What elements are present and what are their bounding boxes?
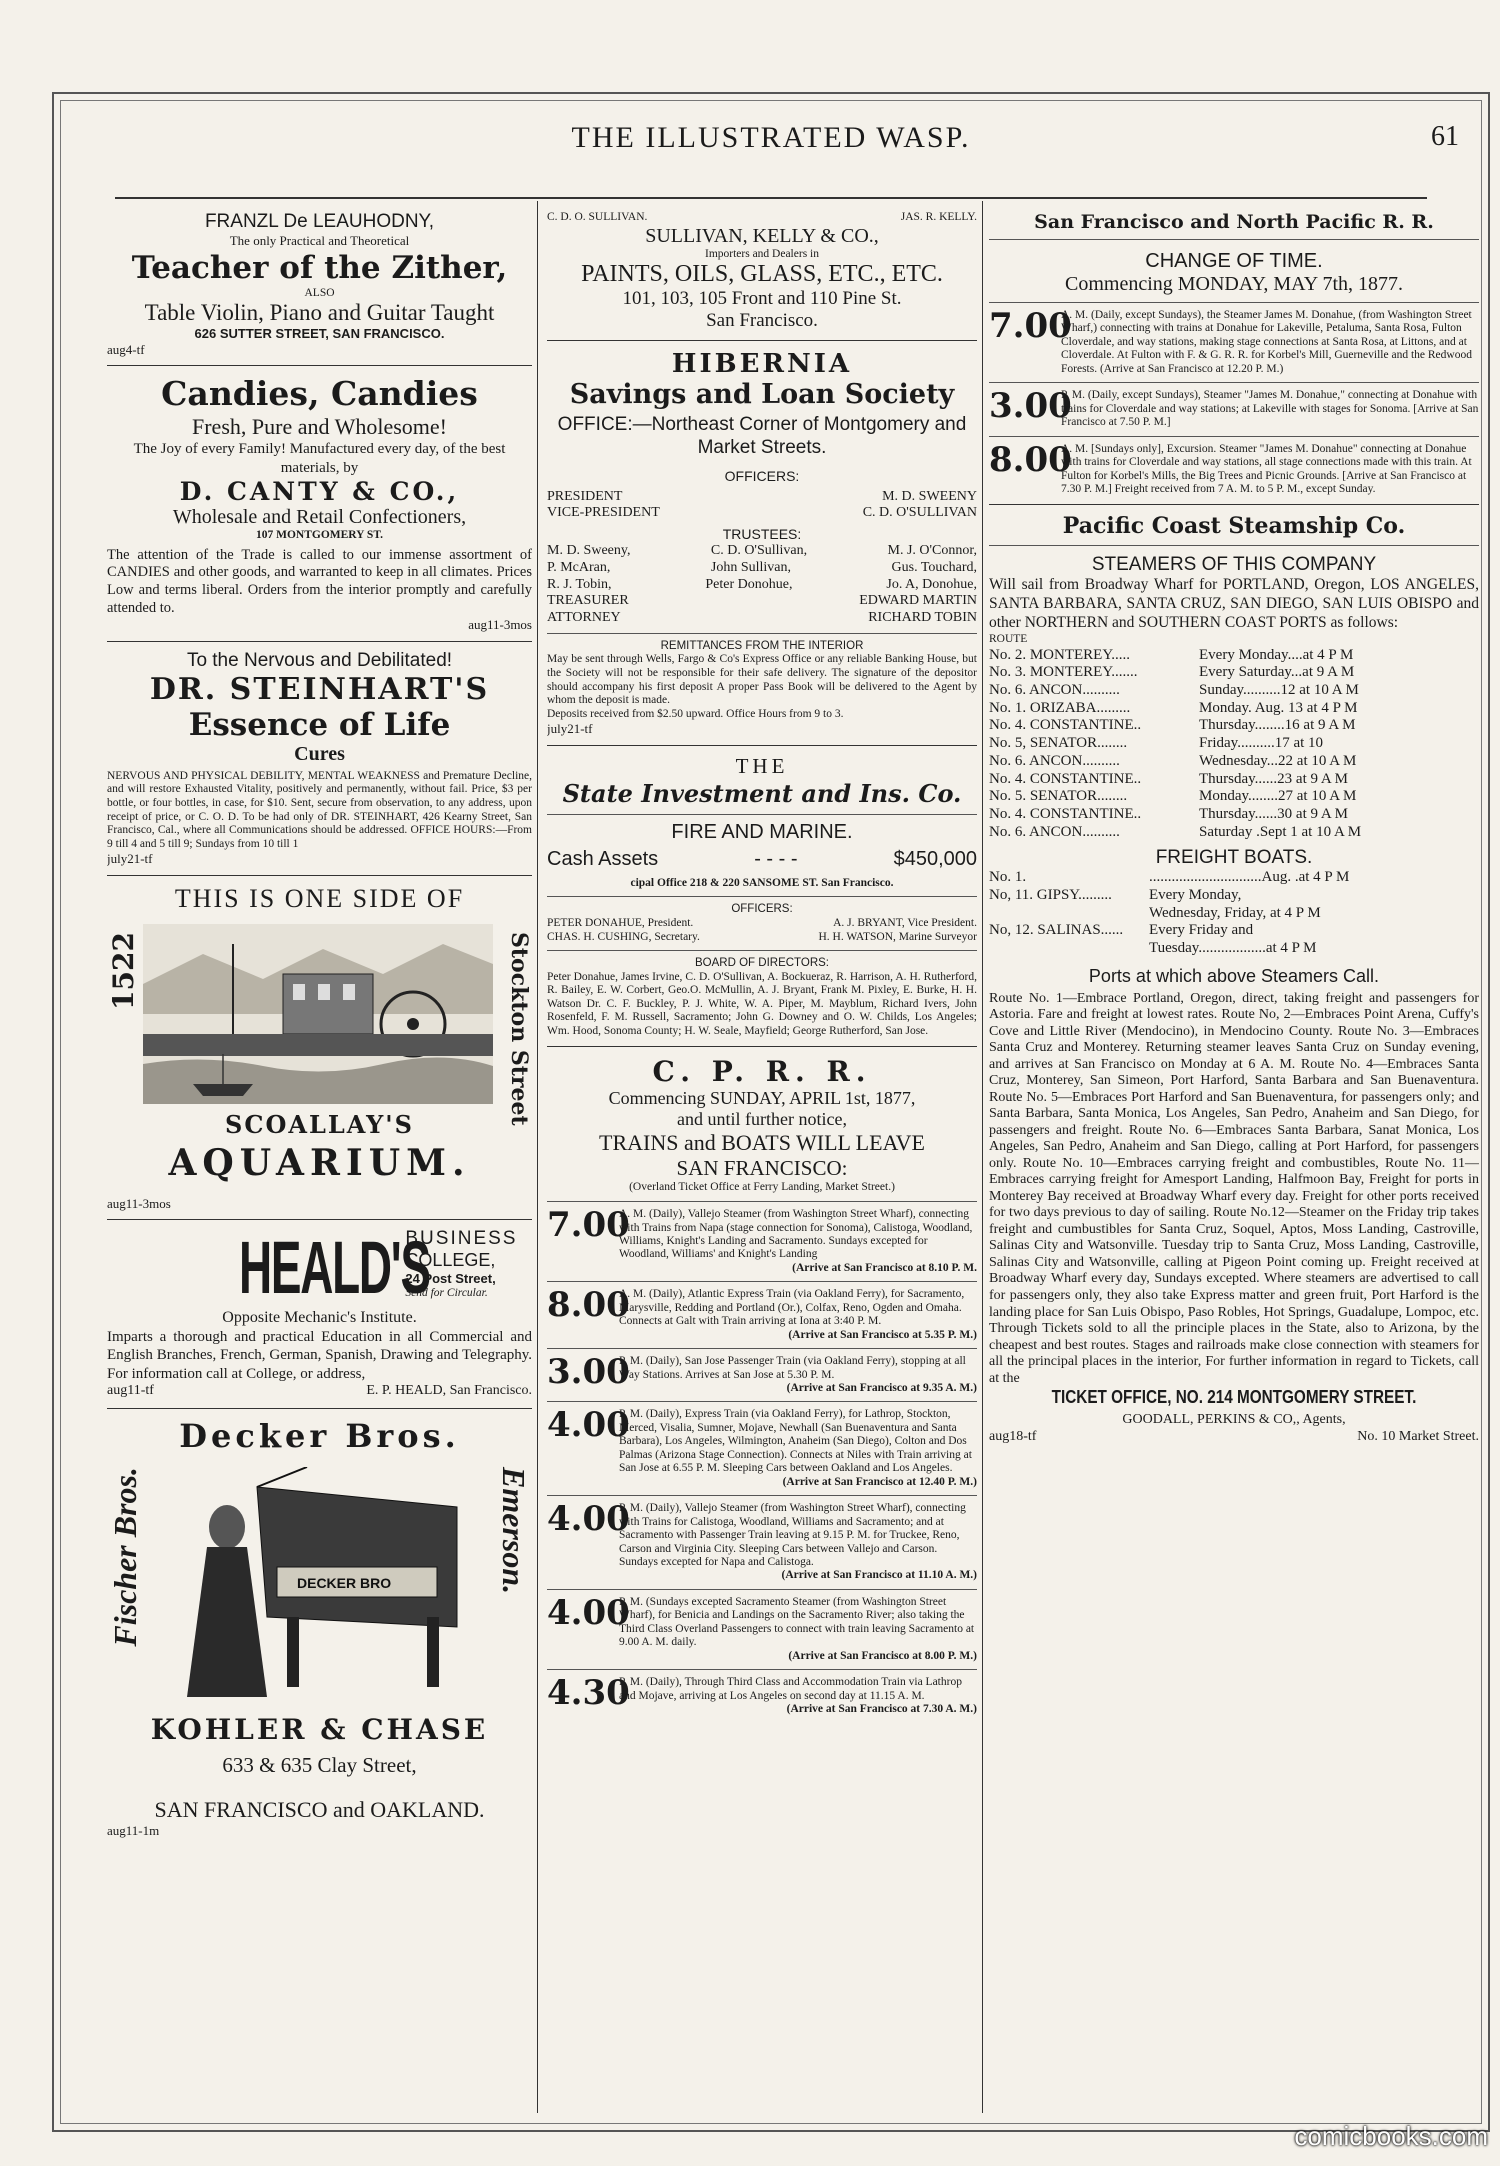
trustee-row: M. D. Sweeny, C. D. O'Sullivan, M. J. O'Connor,	[547, 542, 977, 558]
cprr-train-item	[547, 1352, 977, 1395]
divider	[547, 633, 977, 634]
train-time: 8.00	[989, 439, 1072, 480]
train-time: 4.30	[547, 1673, 630, 1714]
cash-label: Cash Assets	[547, 847, 659, 870]
column-rule-2	[982, 201, 983, 2113]
sfnp-ad	[989, 211, 1479, 496]
train-desc: P. M. (Sundays excepted Sacramento Steamer (from Washington Street Wharf), for Benicia and Landings on the Sacramento River; also taking the Third Class Overland Passengers to connect with train leaving Sacramento at 9.00 A. M. daily.	[619, 1595, 975, 1649]
freight-row	[989, 922, 1479, 940]
heald-sign: E. P. HEALD, San Francisco.	[366, 1382, 532, 1398]
freight-ship	[989, 940, 1149, 958]
divider	[107, 1408, 532, 1409]
freight-schedule: Every Friday and	[1149, 922, 1254, 939]
divider	[547, 896, 977, 897]
route-schedule: Monday........27 at 10 A M	[1199, 788, 1357, 805]
cprr-train-item	[547, 1592, 977, 1663]
route-ship: No. 4. CONSTANTINE..	[989, 805, 1142, 822]
divider	[547, 340, 977, 341]
decker-ad	[107, 1417, 532, 1797]
decker-address: 633 & 635 Clay Street,	[222, 1752, 417, 1777]
trustee-row: R. J. Tobin, Peter Donohue, Jo. A, Donohue,	[547, 576, 977, 592]
freight-schedule: Tuesday..................at 4 P M	[1149, 940, 1317, 957]
heald-b2: COLLEGE,	[405, 1250, 496, 1271]
zither-sub: The only Practical and Theoretical	[229, 233, 410, 248]
train-arrive: (Arrive at San Francisco at 8.00 P. M.)	[788, 1649, 977, 1662]
divider	[547, 1348, 977, 1349]
steinhart-lead: To the Nervous and Debilitated!	[186, 649, 453, 671]
divider	[547, 1046, 977, 1047]
divider	[107, 875, 532, 876]
sfnp-train-item	[989, 386, 1479, 429]
route-schedule: Sunday..........12 at 10 A M	[1199, 682, 1359, 699]
sullivan-left: C. D. O. SULLIVAN.	[547, 211, 648, 223]
sullivan-address: 101, 103, 105 Front and 110 Pine St.	[622, 288, 902, 310]
train-arrive: (Arrive at San Francisco at 8.10 P. M.	[792, 1261, 977, 1274]
route-schedule: Monday. Aug. 13 at 4 P M	[1199, 699, 1358, 716]
divider	[989, 436, 1479, 437]
hibernia-code: july21-tf	[547, 721, 593, 737]
cprr-title: C. P. R. R.	[652, 1055, 872, 1089]
pacific-coast-ad	[989, 513, 1479, 1445]
route-schedule: Friday..........17 at 10	[1199, 735, 1324, 752]
pcs-freight-table	[989, 869, 1479, 957]
steinhart-ad	[107, 650, 532, 867]
state-fire: FIRE AND MARINE.	[671, 820, 853, 843]
candies-trade: Wholesale and Retail Confectioners,	[172, 505, 467, 528]
train-desc: P. M. (Daily, except Sundays), Steamer "James M. Donahue," connecting at Donahue with trains for Cloverdale and way stations; at Lakeville with stages for Sonoma. [Arrive at San Francisco at 7.50 P. M.]	[1061, 389, 1479, 429]
freight-schedule: ..............................Aug. .at 4 P M	[1149, 869, 1350, 886]
train-desc: P. M. (Daily), San Jose Passenger Train (via Oakland Ferry), stopping at all Way Stations. Arrives at San Jose at 5.30 P. M.	[619, 1355, 966, 1381]
freight-row	[989, 940, 1479, 958]
divider	[547, 1669, 977, 1670]
heald-opp: Opposite Mechanic's Institute.	[222, 1309, 417, 1327]
pcs-title: Pacific Coast Steamship Co.	[1062, 513, 1406, 540]
divider	[547, 1401, 977, 1402]
cash-dashes: - - - -	[754, 847, 798, 870]
steinhart-cures: Cures	[294, 742, 345, 765]
candies-body: The attention of the Trade is called to our immense assortment of CANDIES and other goods, and warranted to keep in all climates. Prices Low and terms liberal. Orders from the interior promptly and carefully attended to.	[107, 546, 532, 616]
sullivan-ad	[547, 211, 977, 332]
pcs-ports-head: Ports at which above Steamers Call.	[1088, 965, 1380, 986]
aquarium-building-illustration	[143, 924, 493, 1104]
route-row	[989, 753, 1479, 771]
pcs-market: No. 10 Market Street.	[1357, 1428, 1479, 1444]
state-board: Peter Donahue, James Irvine, C. D. O'Sullivan, A. Bockueraz, R. Harrison, A. H. Rutherford, R. Bailey, E. W. Corbert, Geo.O. McMullin, A. J. Bryant, Frank M. Pixley, E. Burke, H. H. Watson Dr. C. F. Buckley, P. J. White, W. A. Piper, M. Mayblum, Richard Ivers, John Rosenfeld, F. M. Russell, Sacramento; John G. Downey and O. W. Childs, Los Angeles; Wm. Hood, Sonoma County; H. W. Seale, Mayfield; George Rutherford, San Jose.	[547, 970, 977, 1037]
aquarium-name2: AQUARIUM.	[168, 1141, 471, 1184]
route-row	[989, 717, 1479, 735]
route-ship: No. 2. MONTEREY.....	[989, 646, 1130, 663]
aquarium-number: 1522	[107, 931, 140, 1010]
decker-title: Decker Bros.	[179, 1416, 460, 1455]
state-office: cipal Office 218 & 220 SANSOME ST. San Francisco.	[630, 876, 894, 889]
divider	[547, 1589, 977, 1590]
candies-title: Candies, Candies	[161, 374, 478, 414]
heald-b1: BUSINESS	[405, 1228, 518, 1250]
heald-ad	[107, 1228, 532, 1399]
state-officers-head: OFFICERS:	[731, 903, 793, 916]
heald-b4: Send for Circular.	[405, 1287, 488, 1299]
cprr-trains: TRAINS and BOATS WILL LEAVE	[599, 1130, 925, 1156]
route-row	[989, 682, 1479, 700]
route-ship: No. 6. ANCON..........	[989, 823, 1120, 840]
column-3	[989, 211, 1479, 2113]
pcs-code: aug18-tf	[989, 1428, 1037, 1444]
sfnp-title: San Francisco and North Pacific R. R.	[1034, 211, 1434, 233]
hibernia-trustees-head: TRUSTEES:	[722, 526, 802, 543]
steinhart-body: NERVOUS AND PHYSICAL DEBILITY, MENTAL WEAKNESS and Premature Decline, and will restore Exhausted Vitality, positively and permanently, without fail. Price, $3 per bottle, or four bottles, in case, for $10. Sent, secure from observation, to any address, upon receipt of price, or C. O. D. To be had only of DR. STEINHART, 426 Kearny Street, San Francisco, Cal., where all Communications should be addressed. OFFICE HOURS:—From 9 till 4 and 5 till 9; Sundays from 10 till 1	[107, 769, 532, 850]
state-investment-ad	[547, 754, 977, 1039]
zither-address: 626 SUTTER STREET, SAN FRANCISCO.	[194, 326, 445, 342]
route-ship: No. 6. ANCON..........	[989, 752, 1120, 769]
freight-row	[989, 869, 1479, 887]
heald-code: aug11-tf	[107, 1382, 154, 1398]
divider	[547, 1201, 977, 1202]
divider	[547, 1495, 977, 1496]
state-the: THE	[735, 753, 789, 778]
route-ship: No. 5. SENATOR........	[989, 788, 1128, 805]
zither-line: Table Violin, Piano and Guitar Taught	[144, 300, 495, 326]
freight-ship: No, 12. SALINAS......	[989, 922, 1124, 939]
divider	[547, 1281, 977, 1282]
zither-ad	[107, 211, 532, 357]
state-officer-row: CHAS. H. CUSHING, Secretary. H. H. WATSON, Marine Surveyor	[547, 930, 977, 943]
candies-line1: The Joy of every Family! Manufactured every day, of the best materials, by	[133, 441, 506, 476]
zither-name: FRANZL De LEAUHODNY,	[204, 211, 435, 232]
staff-row: ATTORNEY RICHARD TOBIN	[547, 610, 977, 626]
train-time: 7.00	[989, 306, 1072, 346]
cprr-ad	[547, 1055, 977, 1716]
decker-code: aug11-1m	[107, 1822, 160, 1838]
sfnp-train-item	[989, 306, 1479, 376]
heald-body: Imparts a thorough and practical Education in all Commercial and English Branches, French, German, Spanish, Drawing and Telegraphy. For information call at College, or address,	[107, 1328, 532, 1382]
heald-name: HEALD'S	[238, 1226, 430, 1310]
route-row	[989, 771, 1479, 789]
sfnp-change: CHANGE OF TIME.	[1145, 250, 1323, 272]
cprr-train-item	[547, 1673, 977, 1716]
divider	[107, 365, 532, 366]
route-schedule: Thursday......23 at 9 A M	[1199, 770, 1349, 787]
route-row	[989, 824, 1479, 842]
pcs-route-table	[989, 647, 1479, 842]
freight-ship: No, 11. GIPSY.........	[989, 886, 1112, 903]
sfnp-commencing: Commencing MONDAY, MAY 7th, 1877.	[1065, 273, 1403, 295]
piano-label: DECKER BRO	[297, 1574, 392, 1591]
route-row	[989, 788, 1479, 806]
state-board-head: BOARD OF DIRECTORS:	[695, 957, 829, 970]
candies-firm: D. CANTY & CO.,	[179, 476, 460, 506]
hibernia-officers-head: OFFICERS:	[724, 467, 800, 484]
pcs-route-label: ROUTE	[989, 633, 1028, 646]
train-arrive: (Arrive at San Francisco at 12.40 P. M.)	[782, 1475, 977, 1488]
sfnp-train-list	[989, 306, 1479, 496]
cprr-city: SAN FRANCISCO:	[676, 1156, 848, 1181]
train-desc: P. M. (Daily), Express Train (via Oakland Ferry), for Lathrop, Stockton, Merced, Visalia, Sumner, Mojave, Newhall (San Buenaventura and Santa Barbara), Los Angeles, Wilmington, Anaheim (San Diego), Colton and Dos Palmas (Arizona Stage Connection). Connects at Niles with Train arriving at San Jose at 6.55 P. M. Sleeping Cars between Oakland and Los Angeles.	[619, 1408, 972, 1475]
freight-ship	[989, 905, 1149, 923]
train-time: 3.00	[547, 1352, 630, 1393]
train-desc: A. M. (Daily), Atlantic Express Train (via Oakland Ferry), for Sacramento, Marysville, Redding and Portland (Or.), Colfax, Reno, Ogden and Omaha. Connects at Galt with Train arriving at Iona at 3:40 P. M.	[619, 1288, 965, 1328]
divider	[989, 504, 1479, 505]
freight-row	[989, 887, 1479, 905]
cprr-commencing: Commencing SUNDAY, APRIL 1st, 1877,	[608, 1088, 916, 1109]
cprr-train-item	[547, 1499, 977, 1583]
state-officer-row: PETER DONAHUE, President. A. J. BRYANT, Vice President.	[547, 916, 977, 929]
divider	[107, 1219, 532, 1220]
hibernia-deposit: Deposits received from $2.50 upward. Office Hours from 9 to 3.	[547, 707, 844, 720]
route-row	[989, 664, 1479, 682]
pcs-ports: Route No. 1—Embrace Portland, Oregon, direct, taking freight and passengers for Astoria. Fare and freight at lowest rates. Route No, 2—Embraces Point Arena, Cuffy's Cove and Little River (Mendocino), in Mendocino County. Route No. 3—Embraces Santa Cruz and Monterey. Returning steamer leaves Santa Cruz on Sunday evening, and arrives at San Francisco on Monday at 6 A. M. Route No. 4—Embraces Santa Cruz, Monterey, San Simeon, Port Harford, Santa Barbara and San Buenaventura. Route No. 5—Embraces Port Harford and San Buenaventura, for passengers only; and Santa Barbara, Santa Monica, Los Angeles, San Pedro, Anaheim and San Diego, for passengers and freight. Route No. 6—Embraces Santa Barbara, Sanat Monica, Los Angeles, San Pedro, Anaheim and San Diego, calling at Port Harford, for passengers only. Route No. 10—Embraces carrying freight and combustibles, Route No. 11—Embraces carrying freight for Amesport Landing, Halfmoon Bay, Freight for ports in Monterey Bay received at Broadway Wharf every day. Freight for other ports received for two days previous to day of sailing. Route No.12—Steamer on the Friday trip takes freight and cumbustibles for Santa Cruz, Soquel, Aptos, Moss Landing, Castroville, Salinas City and Watsonville. Tuesday trip to Santa Cruz, Moss Landing, Castroville, Salinas City and Watsonville, calling at Pigeon Point coming up. Freight received at Broadway Wharf every day, Sundays excepted. Where steamers are advertised to call for passengers only, they also take Express matter and green fruit, Port Harford is the landing place for San Luis Obispo, Paso Robles, Hot Springs, Guadalupe, Lompoc, etc. Through Tickets sold to all the principle places in the State, also to Arizona, by the cheapest and best routes. Stages and railroads make close connection with steamers for all the principal places in the interior, For further information in regard to Tickets, call at the	[989, 990, 1479, 1386]
heald-b3: 24 Post Street,	[405, 1271, 496, 1287]
divider	[107, 641, 532, 642]
hibernia-office: OFFICE:—Northeast Corner of Montgomery and Market Streets.	[557, 414, 967, 458]
route-ship: No. 3. MONTEREY.......	[989, 664, 1138, 681]
train-desc: A. M. (Daily, except Sundays), the Steamer James M. Donahue, (from Washington Street Wharf,) connecting with trains at Donahue for Lakeville, Petaluma, Santa Rosa, Fulton Cloverdale, and way stations, making stage connections at Santa Rosa, at Littons, and at Cloverdale. At Fulton with F. & G. R. R. for Korbel's Mill, Guerneville and the Redwood Forests. (Arrive at San Francisco at 12.20 P. M.)	[1061, 309, 1472, 375]
candies-code: aug11-3mos	[468, 617, 532, 633]
page-frame	[52, 92, 1490, 2132]
train-arrive: (Arrive at San Francisco at 9.35 A. M.)	[786, 1382, 977, 1395]
train-time: 4.00	[547, 1405, 630, 1446]
pcs-ticket: TICKET OFFICE, NO. 214 MONTGOMERY STREET.	[1051, 1387, 1417, 1408]
steinhart-code: july21-tf	[107, 851, 153, 867]
cash-value: $450,000	[893, 847, 977, 870]
column-2	[547, 211, 977, 2113]
pcs-agents: GOODALL, PERKINS & CO,, Agents,	[1122, 1412, 1346, 1428]
route-row	[989, 735, 1479, 753]
aquarium-street: Stockton Street	[506, 931, 532, 1126]
sullivan-right: JAS. R. KELLY.	[900, 211, 977, 223]
divider	[989, 302, 1479, 303]
hibernia-title2: Savings and Loan Society	[569, 379, 955, 411]
divider	[547, 745, 977, 746]
zither-code: aug4-tf	[107, 341, 145, 357]
route-row	[989, 806, 1479, 824]
train-time: 8.00	[547, 1285, 630, 1326]
freight-schedule: Wednesday, Friday, at 4 P M	[1149, 904, 1321, 921]
route-schedule: Thursday........16 at 9 A M	[1199, 717, 1356, 734]
cprr-train-item	[547, 1405, 977, 1489]
divider	[989, 545, 1479, 546]
column-1	[107, 211, 532, 2113]
steinhart-title2: Essence of Life	[188, 706, 451, 743]
pcs-intro: Will sail from Broadway Wharf for PORTLAND, Oregon, LOS ANGELES, SANTA BARBARA, SANTA CRUZ, SAN DIEGO, SAN LUIS OBISPO and other NORTHERN and SOUTHERN COAST PORTS as follows:	[989, 576, 1479, 632]
cprr-train-item	[547, 1285, 977, 1342]
route-ship: No. 5, SENATOR........	[989, 735, 1128, 752]
trustee-row: P. McAran, John Sullivan, Gus. Touchard,	[547, 559, 977, 575]
hibernia-remit: May be sent through Wells, Fargo & Co's Express Office or any reliable Banking House, but the Society will not be responsible for their safe delivery. The signature of the depositor should accompany his first deposit A proper Pass Book will be delivered to the Agent by whom the deposit is made.	[547, 653, 977, 707]
route-ship: No. 4. CONSTANTINE..	[989, 770, 1142, 787]
hibernia-remit-head: REMITTANCES FROM THE INTERIOR	[660, 639, 864, 652]
sullivan-firm: SULLIVAN, KELLY & CO.,	[645, 224, 879, 247]
route-row	[989, 700, 1479, 718]
sullivan-sub: Importers and Dealers in	[704, 247, 819, 260]
route-ship: No. 6. ANCON..........	[989, 682, 1120, 699]
sfnp-train-item	[989, 439, 1479, 497]
staff-row: TREASURER EDWARD MARTIN	[547, 593, 977, 609]
freight-schedule: Every Monday,	[1149, 886, 1242, 903]
header-rule	[115, 197, 1427, 199]
aquarium-top: THIS IS ONE SIDE OF	[174, 883, 465, 913]
steinhart-title1: DR. STEINHART'S	[149, 671, 490, 707]
route-schedule: Every Saturday...at 9 A M	[1199, 664, 1355, 681]
page-number: 61	[1431, 121, 1459, 152]
train-arrive: (Arrive at San Francisco at 5.35 P. M.)	[788, 1328, 977, 1341]
page-title: THE ILLUSTRATED WASP.	[571, 121, 971, 154]
freight-ship: No. 1.	[989, 869, 1027, 886]
route-schedule: Every Monday....at 4 P M	[1199, 646, 1354, 663]
route-schedule: Saturday .Sept 1 at 10 A M	[1199, 823, 1362, 840]
route-ship: No. 1. ORIZABA.........	[989, 699, 1131, 716]
route-schedule: Thursday......30 at 9 A M	[1199, 805, 1349, 822]
watermark: comicbooks.com	[1294, 2121, 1488, 2151]
train-time: 4.00	[547, 1592, 630, 1633]
aquarium-code: aug11-3mos	[107, 1195, 171, 1211]
train-time: 4.00	[547, 1499, 630, 1540]
zither-title: Teacher of the Zither,	[131, 249, 508, 286]
candies-address: 107 MONTGOMERY ST.	[255, 528, 384, 541]
officer-row: VICE-PRESIDENT C. D. O'SULLIVAN	[547, 505, 977, 521]
hibernia-ad	[547, 349, 977, 737]
train-time: 3.00	[989, 386, 1072, 427]
train-arrive: (Arrive at San Francisco at 11.10 A. M.)	[781, 1569, 977, 1582]
divider	[547, 950, 977, 951]
inner-frame	[60, 100, 1482, 2124]
aquarium-name1: SCOALLAY'S	[225, 1109, 414, 1139]
decker-firm: KOHLER & CHASE	[150, 1712, 489, 1746]
route-schedule: Wednesday...22 at 10 A M	[1199, 752, 1357, 769]
pcs-steamers: STEAMERS OF THIS COMPANY	[1091, 554, 1377, 576]
route-row	[989, 647, 1479, 665]
train-desc: P. M. (Daily), Through Third Class and Accommodation Train via Lathrop and Mojave, arriving at Los Angeles on second day at 11.15 A. M.	[619, 1676, 962, 1702]
cprr-train-list	[547, 1205, 977, 1717]
cprr-overland: (Overland Ticket Office at Ferry Landing, Market Street.)	[629, 1181, 895, 1194]
cprr-notice: and until further notice,	[677, 1109, 847, 1130]
state-title: State Investment and Ins. Co.	[562, 778, 962, 808]
sullivan-city: San Francisco.	[706, 310, 818, 332]
zither-also: ALSO	[304, 286, 335, 299]
train-desc: P. M. (Daily), Vallejo Steamer (from Washington Street Wharf), connecting with Trains for Calistoga, Woodland, Williams and Sacramento; and at Sacramento with Passenger Train leaving at 9.15 P. M. for Truckee, Reno, Carson and Virginia City. Sleeping Cars between Vallejo and Carson. Sundays excepted for Napa and Calistoga.	[619, 1502, 966, 1569]
hibernia-title1: HIBERNIA	[671, 349, 853, 380]
aquarium-ad	[107, 884, 532, 1196]
sullivan-goods: PAINTS, OILS, GLASS, ETC., ETC.	[581, 261, 943, 288]
decker-right: Emerson.	[496, 1466, 532, 1594]
officer-row: PRESIDENT M. D. SWEENY	[547, 488, 977, 504]
train-arrive: (Arrive at San Francisco at 7.30 A. M.)	[786, 1703, 977, 1716]
cprr-train-item	[547, 1205, 977, 1275]
freight-row	[989, 905, 1479, 923]
train-time: 7.00	[547, 1205, 630, 1246]
decker-left: Fischer Bros.	[107, 1466, 143, 1647]
candies-ad	[107, 374, 532, 633]
train-desc: A. M. (Daily), Vallejo Steamer (from Washington Street Wharf), connecting with Trains from Napa (stage connection for Sonoma), Calistoga, Woodland, Williams, Knight's Landing and Sacramento. Sundays excepted for Woodland, Williams' and Knight's Landing	[619, 1208, 973, 1261]
divider	[547, 814, 977, 815]
pcs-freight-head: FREIGHT BOATS.	[1155, 847, 1313, 869]
divider	[989, 239, 1479, 240]
train-desc: A. M. [Sundays only], Excursion. Steamer "James M. Donahue" connecting at Donahue with trains for Cloverdale and way stations, all stage connections made with this train. At Fulton for Korbel's Mills, the Big Trees and Picnic Grounds. [Arrive at San Francisco at 7.30 P. M.] Freight received from 7 A. M. to 5 P. M., except Sunday.	[1061, 442, 1472, 495]
route-ship: No. 4. CONSTANTINE..	[989, 717, 1142, 734]
divider	[989, 382, 1479, 383]
column-rule-1	[537, 201, 538, 2113]
candies-sub: Fresh, Pure and Wholesome!	[192, 414, 447, 440]
decker-city: SAN FRANCISCO and OAKLAND.	[154, 1796, 485, 1822]
piano-illustration	[157, 1467, 477, 1707]
